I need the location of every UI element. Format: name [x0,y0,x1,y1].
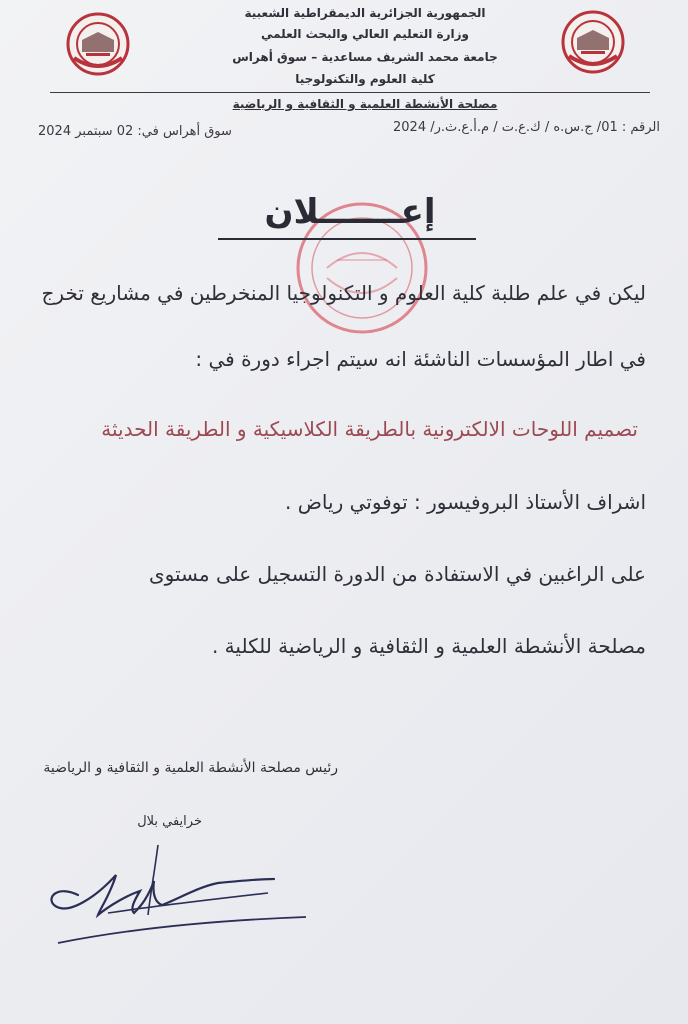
signatory-name: خرايفي بلال [137,814,202,829]
body-line-5: على الراغبين في الاستفادة من الدورة التسجيل على مستوى [149,562,646,586]
document-date: سوق أهراس في: 02 سبتمبر 2024 [38,124,232,139]
body-line-1: ليكن في علم طلبة كلية العلوم و التكنولوجيا المنخرطين في مشاريع تخرج [41,281,646,305]
supervisor-line: اشراف الأستاذ البروفيسور : توفوتي رياض . [285,490,646,514]
title-underline [218,238,476,240]
header-ministry: وزارة التعليم العالي والبحث العلمي [260,27,470,41]
signatory-title: رئيس مصلحة الأنشطة العلمية و الثقافية و الرياضية [43,760,338,776]
announcement-title: إعـــــــلان [264,192,436,232]
header-university: جامعة محمد الشريف مساعدية – سوق أهراس [232,50,498,64]
header-service: مصلحة الأنشطة العلمية و الثقافية و الرياضية [232,97,498,111]
reference-number: الرقم : 01/ ج.س.ه / ك.ع.ت / م.أ.ع.ث.ر/ 2024 [393,120,660,135]
course-title: تصميم اللوحات الالكترونية بالطريقة الكلاسيكية و الطريقة الحديثة [101,417,638,441]
header-republic: الجمهورية الجزائرية الديمقراطية الشعبية [244,6,486,20]
header-faculty: كلية العلوم والتكنولوجيا [295,72,435,86]
university-logo-icon [561,10,625,74]
university-logo-icon [66,12,130,76]
body-line-2: في اطار المؤسسات الناشئة انه سيتم اجراء دورة في : [195,347,646,371]
header-divider [50,92,650,93]
handwritten-signature-icon [38,835,318,955]
body-line-6: مصلحة الأنشطة العلمية و الثقافية و الرياضية للكلية . [211,634,646,658]
